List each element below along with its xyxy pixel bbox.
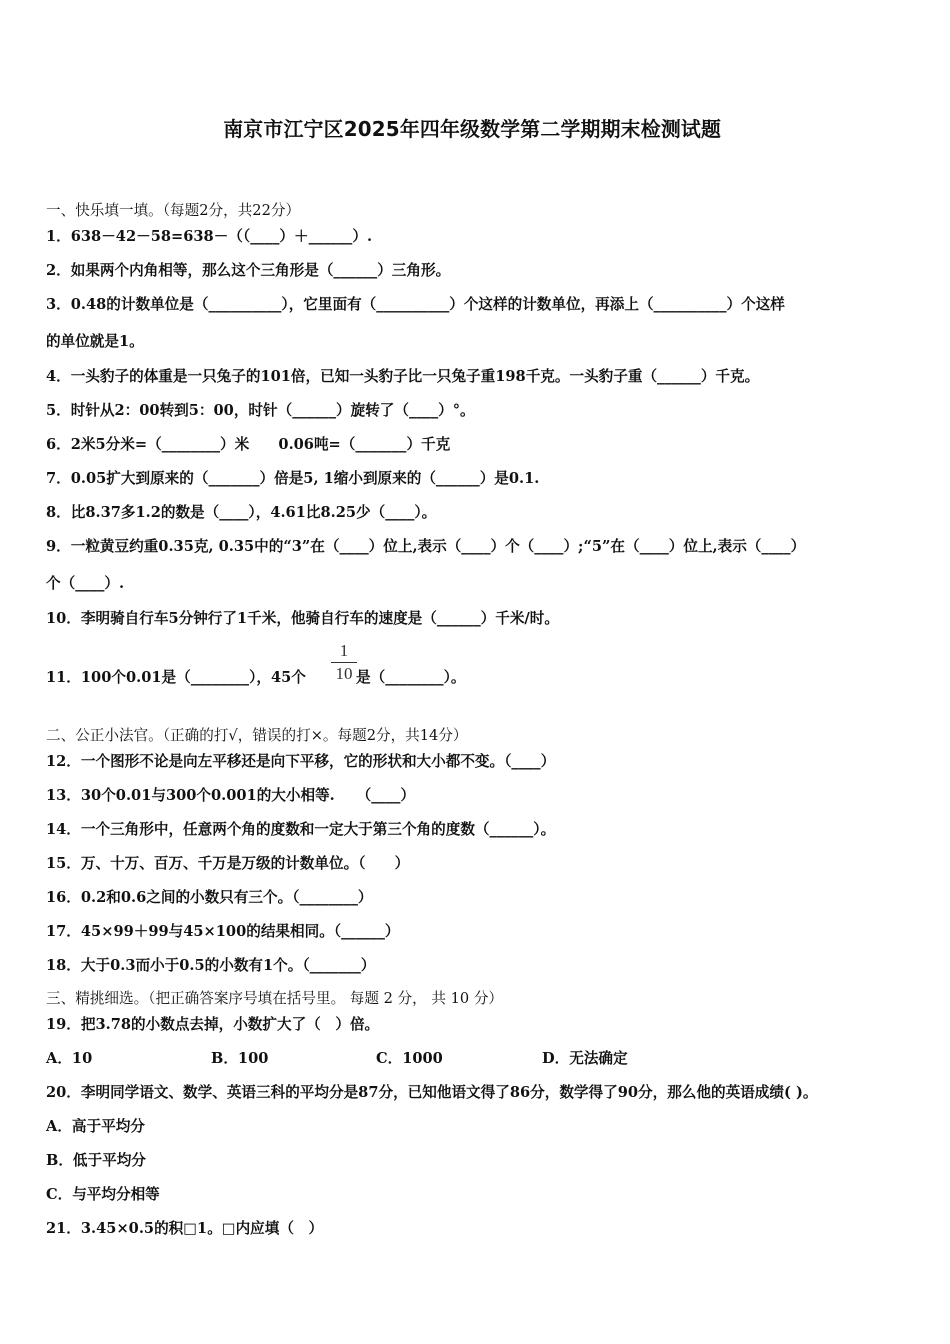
question-3-line-2: 的单位就是1。 [46, 333, 144, 350]
question-16: 16．0.2和0.6之间的小数只有三个。（________） [46, 889, 373, 906]
question-13: 13．30个0.01与300个0.001的大小相等. （____） [46, 787, 416, 804]
question-6: 6．2米5分米=（________）米 0.06吨=（_______）千克 [46, 436, 451, 453]
question-21: 21．3.45×0.5的积□1。□内应填（ ） [46, 1220, 324, 1237]
question-1: 1．638－42－58=638－（（____）＋______）. [46, 228, 373, 245]
q19-option-c[interactable]: C．1000 [376, 1050, 443, 1067]
question-18: 18．大于0.3而小于0.5的小数有1个。（_______） [46, 957, 376, 974]
fraction-denominator: 10 [335, 664, 353, 683]
q19-option-a[interactable]: A．10 [46, 1050, 93, 1067]
fraction-bar [331, 662, 357, 663]
question-3-line-1: 3．0.48的计数单位是（__________），它里面有（__________）个这样的计数单位，再添上（__________）个这样 [46, 296, 785, 313]
question-14: 14．一个三角形中，任意两个角的度数和一定大于第三个角的度数（______）。 [46, 821, 556, 838]
section-2-heading: 二、公正小法官。（正确的打√，错误的打×。每题2分，共14分） [46, 727, 468, 744]
fraction-one-tenth [331, 641, 357, 683]
question-10: 10．李明骑自行车5分钟行了1千米，他骑自行车的速度是（______）千米/时。 [46, 610, 559, 627]
q20-option-a[interactable]: A．高于平均分 [46, 1118, 145, 1135]
question-12: 12．一个图形不论是向左平移还是向下平移，它的形状和大小都不变。（____） [46, 753, 556, 770]
question-9-line-2: 个（____）. [46, 575, 125, 592]
question-4: 4．一头豹子的体重是一只兔子的101倍，已知一头豹子比一只兔子重198千克。一头豹子重（______）千克。 [46, 368, 760, 385]
section-1-heading: 一、快乐填一填。（每题2分，共22分） [46, 202, 301, 219]
fraction-numerator: 1 [339, 641, 349, 660]
exam-title: 南京市江宁区2025年四年级数学第二学期期末检测试题 [223, 117, 722, 141]
q19-option-d[interactable]: D．无法确定 [542, 1050, 628, 1067]
question-7: 7．0.05扩大到原来的（_______）倍是5, 1缩小到原来的（______）是0.1. [46, 470, 540, 487]
q20-option-b[interactable]: B．低于平均分 [46, 1152, 146, 1169]
question-2: 2．如果两个内角相等，那么这个三角形是（______）三角形。 [46, 262, 451, 279]
question-11-part-1: 11．100个0.01是（________），45个 [46, 669, 306, 686]
question-19: 19．把3.78的小数点去掉，小数扩大了（ ）倍。 [46, 1016, 380, 1033]
question-20: 20．李明同学语文、数学、英语三科的平均分是87分，已知他语文得了86分，数学得了90分，那么他的英语成绩( )。 [46, 1084, 818, 1101]
q20-option-c[interactable]: C．与平均分相等 [46, 1186, 160, 1203]
question-5: 5．时针从2：00转到5：00，时针（______）旋转了（____）°。 [46, 402, 475, 419]
section-3-heading: 三、精挑细选。（把正确答案序号填在括号里。 每题 2 分， 共 10 分） [46, 990, 504, 1007]
question-17: 17．45×99＋99与45×100的结果相同。（______） [46, 923, 400, 940]
question-11-part-2: 是（________）。 [356, 669, 466, 686]
question-15: 15．万、十万、百万、千万是万级的计数单位。（ ） [46, 855, 410, 872]
question-8: 8．比8.37多1.2的数是（____），4.61比8.25少（____）。 [46, 504, 437, 521]
question-9-line-1: 9．一粒黄豆约重0.35克, 0.35中的“3”在（____）位上,表示（____）个（____）;“5”在（____）位上,表示（____） [46, 538, 806, 555]
q19-option-b[interactable]: B．100 [211, 1050, 269, 1067]
